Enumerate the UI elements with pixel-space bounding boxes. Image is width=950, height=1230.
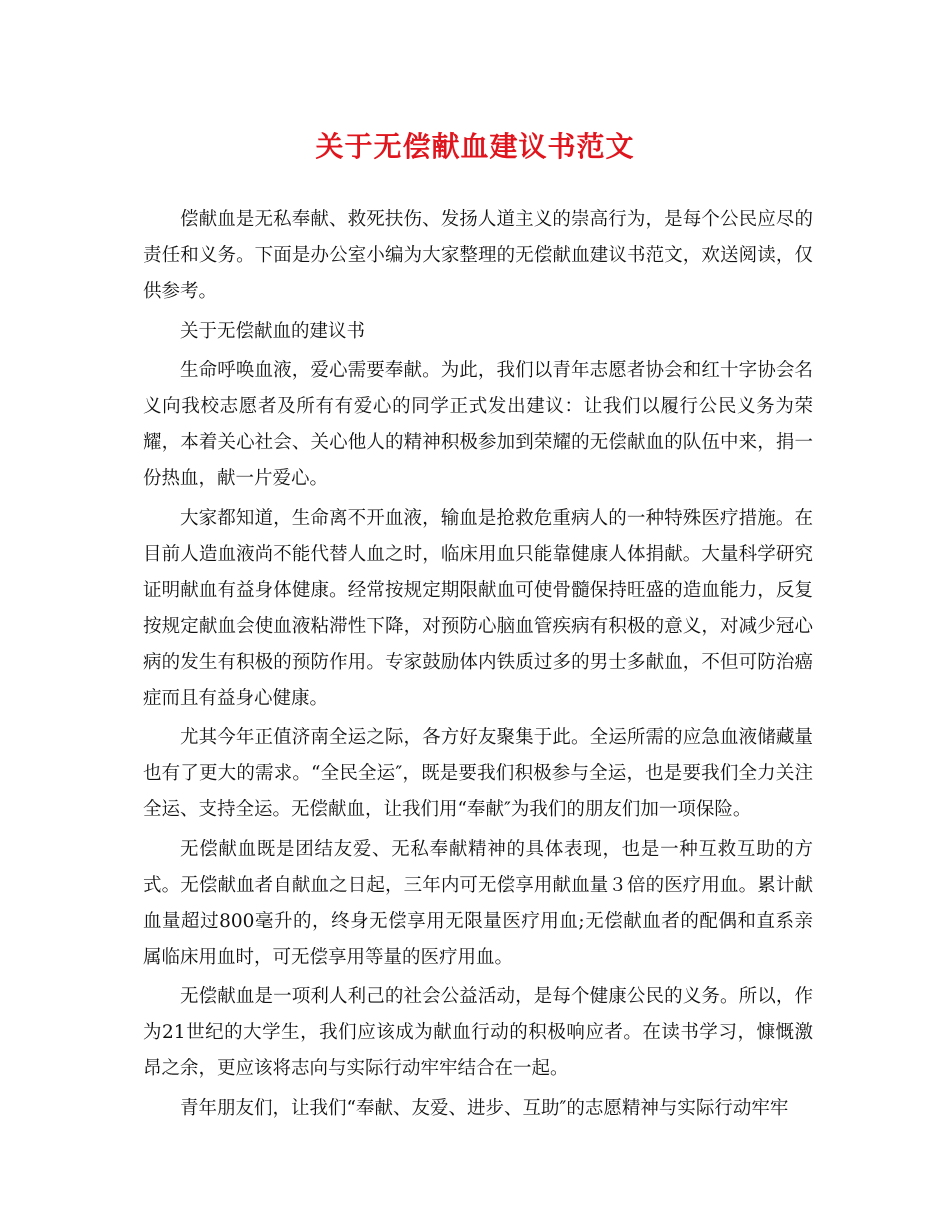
document-title: 关于无偿献血建议书范文 [315, 130, 635, 163]
document-body [143, 202, 813, 1130]
paragraph-intro: 偿献血是无私奉献、救死扶伤、发扬人道主义的崇高行为，是每个公民应尽的责任和义务。下面是办公室小编为大家整理的无偿献血建议书范文，欢送阅读，仅供参考。 [143, 209, 813, 302]
paragraph-subheading: 关于无偿献血的建议书 [180, 320, 366, 342]
paragraph-health: 大家都知道，生命离不开血液，输血是抢救危重病人的一种特殊医疗措施。在目前人造血液尚不能代替人血之时，临床用血只能靠健康人体捐献。大量科学研究证明献血有益身体健康。经常按规定期限献血可使骨髓保持旺盛的造血能力，反复按规定献血会使血液粘滞性下降，对预防心脑血管疾病有积极的意义，对减少冠心病的发生有积极的预防作用。专家鼓励体内铁质过多的男士多献血，不但可防治癌症而且有益身心健康。 [143, 507, 813, 709]
paragraph-benefits: 无偿献血既是团结友爱、无私奉献精神的具体表现，也是一种互救互助的方式。无偿献血者自献血之日起，三年内可无偿享用献血量３倍的医疗用血。累计献血量超过800毫升的，终身无偿享用无限量医疗用血;无偿献血者的配偶和直系亲属临床用血时，可无偿享用等量的医疗用血。 [143, 838, 813, 968]
paragraph-call: 生命呼唤血液，爱心需要奉献。为此，我们以青年志愿者协会和红十字协会名义向我校志愿者及所有有爱心的同学正式发出建议：让我们以履行公民义务为荣耀，本着关心社会、关心他人的精神积极参加到荣耀的无偿献血的队伍中来，捐一份热血，献一片爱心。 [143, 360, 813, 489]
paragraph-duty: 无偿献血是一项利人利己的社会公益活动，是每个健康公民的义务。所以，作为21世纪的大学生，我们应该成为献血行动的积极响应者。在读书学习，慷慨激昂之余，更应该将志向与实际行动牢牢结合在一起。 [143, 986, 813, 1079]
paragraph-games: 尤其今年正值济南全运之际，各方好友聚集于此。全运所需的应急血液储藏量也有了更大的需求。“全民全运″，既是要我们积极参与全运，也是要我们全力关注全运、支持全运。无偿献血，让我们用“奉献″为我们的朋友们加一项保险。 [143, 727, 813, 820]
paragraph-closing: 青年朋友们，让我们“奉献、友爱、进步、互助″的志愿精神与实际行动牢牢 [180, 1097, 789, 1119]
